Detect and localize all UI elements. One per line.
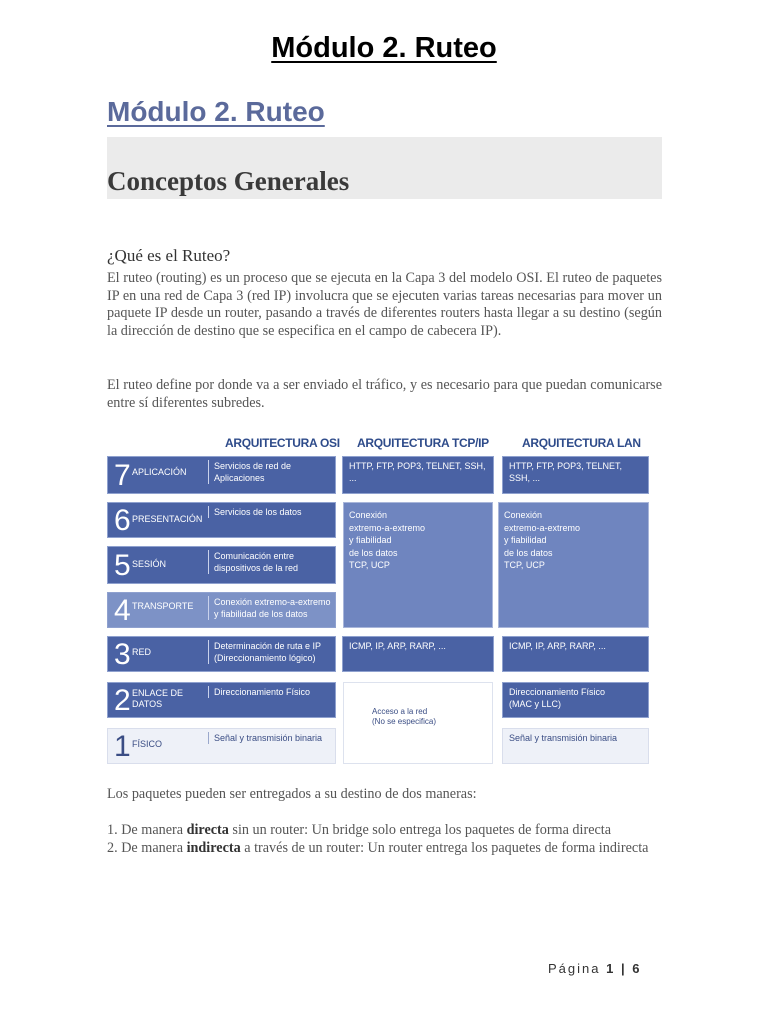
- layer-name: FÍSICO: [132, 739, 163, 749]
- layer-name: SESIÓN: [132, 559, 167, 569]
- section-heading-band: [107, 137, 662, 199]
- list-item: 1. De manera directa sin un router: Un bridge solo entrega los paquetes de forma directa: [107, 822, 612, 838]
- layer-description: Servicios de los datos: [208, 506, 334, 518]
- layer-number: 2: [114, 684, 131, 717]
- tcpip-transport-block: Conexión extremo-a-extremo y fiabilidad de los datos TCP, UCP: [343, 502, 493, 628]
- section-heading: Conceptos Generales: [107, 166, 350, 196]
- lan-physical: Señal y transmisión binaria: [502, 728, 649, 764]
- column-header-lan: ARQUITECTURA LAN: [522, 436, 641, 450]
- osi-layer-4: [107, 592, 336, 628]
- paragraph-routing-purpose: El ruteo define por donde va a ser enviado el tráfico, y es necesario para que puedan comunicarse entre sí diferentes subredes.: [107, 377, 662, 411]
- layer-name: ENLACE DE DATOS: [132, 688, 184, 709]
- layer-name: RED: [132, 647, 152, 657]
- layer-description: Determinación de ruta e IP (Direccionamiento lógico): [208, 640, 334, 664]
- tcpip-application: HTTP, FTP, POP3, TELNET, SSH, ...: [342, 456, 494, 494]
- network-access-label: Acceso a la red (No se especifica): [372, 707, 437, 726]
- lan-network: ICMP, IP, ARP, RARP, ...: [502, 636, 649, 672]
- layer-number: 7: [114, 459, 131, 492]
- list-item: 2. De manera indirecta a través de un router: Un router entrega los paquetes de forma indirecta: [107, 840, 649, 856]
- layer-number: 5: [114, 549, 131, 582]
- layer-description: Direccionamiento Físico: [208, 686, 334, 698]
- layer-name: APLICACIÓN: [132, 467, 187, 477]
- page-footer: [548, 961, 641, 976]
- lan-datalink: Direccionamiento Físico (MAC y LLC): [502, 682, 649, 718]
- page-number: 1 | 6: [606, 961, 642, 976]
- layer-number: 1: [114, 730, 131, 763]
- layer-row-3: [107, 636, 649, 672]
- architecture-diagram: [107, 432, 653, 772]
- paragraph-routing-definition: El ruteo (routing) es un proceso que se ejecuta en la Capa 3 del modelo OSI. El ruteo de paquetes IP en una red de Capa 3 (red IP) involucra que se ejecuten varias tareas necesarias para mover un paquete IP desde un router, pasando a través de diferentes routers hasta llegar a su destino (según la dirección de destino que se especifica en el campo de cabecera IP).: [107, 270, 662, 339]
- module-heading: Módulo 2. Ruteo: [107, 96, 325, 127]
- page-label: Página: [548, 961, 601, 976]
- layer-description: Señal y transmisión binaria: [208, 732, 334, 744]
- layer-row-7: [107, 456, 649, 494]
- page-title: Módulo 2. Ruteo: [271, 32, 497, 64]
- tcpip-network: ICMP, IP, ARP, RARP, ...: [342, 636, 494, 672]
- layer-description: Comunicación entre dispositivos de la red: [208, 550, 334, 574]
- column-header-tcpip: ARQUITECTURA TCP/IP: [357, 436, 489, 450]
- tcpip-network-access: [343, 682, 493, 764]
- osi-layer-1: [107, 728, 336, 764]
- delivery-intro: Los paquetes pueden ser entregados a su destino de dos maneras:: [107, 786, 477, 802]
- layer-name: TRANSPORTE: [132, 601, 194, 611]
- layer-number: 6: [114, 504, 131, 537]
- column-header-osi: ARQUITECTURA OSI: [225, 436, 340, 450]
- osi-layer-5: [107, 546, 336, 584]
- question-heading: ¿Qué es el Ruteo?: [107, 246, 231, 265]
- osi-layer-3: [107, 636, 336, 672]
- osi-layer-7: [107, 456, 336, 494]
- delivery-list: [107, 821, 662, 857]
- layer-name: PRESENTACIÓN: [132, 514, 203, 524]
- lan-transport-block: Conexión extremo-a-extremo y fiabilidad de los datos TCP, UCP: [498, 502, 649, 628]
- osi-layer-2: [107, 682, 336, 718]
- layer-description: Servicios de red de Aplicaciones: [208, 460, 334, 484]
- osi-layer-6: [107, 502, 336, 538]
- layer-description: Conexión extremo-a-extremo y fiabilidad de los datos: [208, 596, 334, 620]
- lan-application: HTTP, FTP, POP3, TELNET, SSH, ...: [502, 456, 649, 494]
- layer-number: 4: [114, 594, 131, 627]
- layer-number: 3: [114, 638, 131, 671]
